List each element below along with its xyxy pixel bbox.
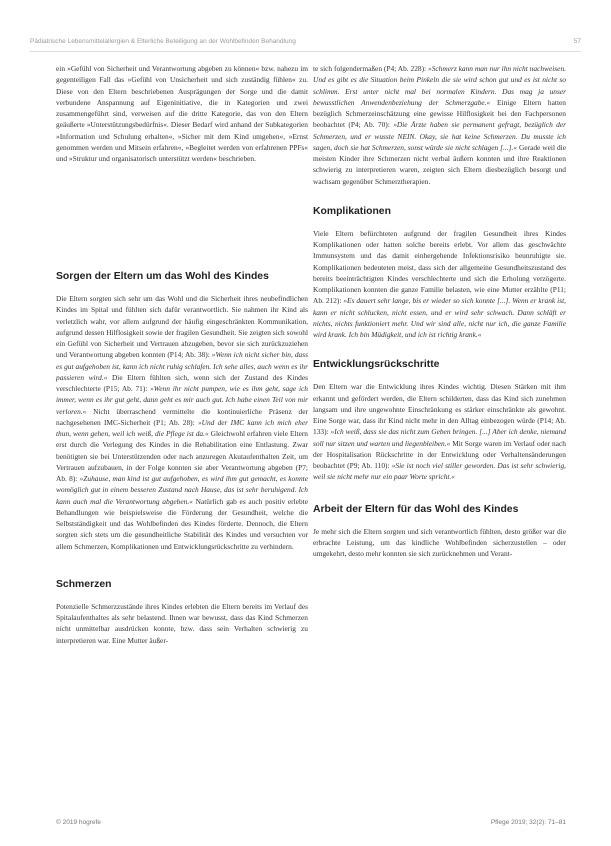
running-head: [30, 38, 581, 50]
paragraph-text: te sich folgendermaßen (P4; Ab. 228):: [313, 64, 427, 73]
paragraph-text: Mit Sorge waren im Verlauf oder nach der Hospitalisation Rückschritte in der Entwicklung oder Verhaltensänderungen beobachtet (P9; Ab. 110):: [313, 438, 567, 470]
journal-citation: Pflege 2019; 32(2): 71–81: [490, 819, 566, 826]
header-divider: [30, 51, 581, 52]
interview-quote: »Sie ist noch viel stiller geworden. Das ist sehr schwierig, weil sie nicht mehr nur ein paar Worte spricht.«: [313, 461, 566, 482]
section-heading-schmerzen: Schmerzen: [56, 578, 112, 590]
section-heading-entwicklung: Entwicklungsrückschritte: [313, 359, 440, 371]
body-paragraph: [313, 381, 566, 482]
page-number: 57: [573, 38, 581, 45]
paragraph-text: Viele Eltern befürchteten aufgrund der fragilen Gesundheit ihres Kindes Komplikationen oder hatten solche bereits erlebt. Vor allem das geschwächte Immunsystem und das damit einhergehende Infektionsrisiko beunruhigte sie. Komplikationen bedeuteten meist, dass sich der allgemeine Gesundheitszustand des bereits beeinträchtigten Kindes verschlechterte und sich die Erholung verzögerte. Komplikationen konnten die ganze Familie belasten, wie eine Mutter erzählte (P11; Ab. 212):: [313, 228, 566, 306]
paragraph-text: Gleichwohl erfahren viele Eltern erst durch die Verlegung des Kindes in die Rehabilitation eine Entlastung. Zwar benötigten sie bei Unterstützenden oder nach anzuregen Akutaufenthalten Zeit, um Vertrauen aufzubauen, in der Folge konnten sie aber Verantwortung abgeben (P7; Ab. 8):: [56, 429, 309, 483]
paragraph-text: Nicht überraschend vermittelte die kontinuierliche Präsenz der nachgesehenen IMC-Sicherheit (P1; Ab. 28):: [56, 406, 308, 427]
body-paragraph: [56, 293, 308, 552]
body-paragraph: [313, 228, 566, 341]
page-footer: [56, 819, 566, 831]
paragraph-text: Die Eltern sorgten sich sehr um das Wohl und die Sicherheit ihres neubefindlichen Kindes im Spital und fühlten sich dafür verantwortlich. Sie nahmen ihr Kind als verletzlich wahr, vor allem aufgrund der häufig eingeschränkten Kommunikation, aufgrund dessen Hilflosigkeit sowie der fragilen Gesundheit. Sie zeigten sich sowohl ein Gefühl von Sicherheit und Vertrauen abzugeben, bevor sie sich zurückzuziehen und Verantwortung abgeben konnten (P14; Ab. 38):: [56, 294, 308, 360]
interview-quote: »Es dauert sehr lange, bis er wieder so sich konnte [...]. Wenn er krank ist, kann er nicht schlucken, nicht essen, und er wird sehr schwach. Dann schläft er nichts, nichts funktioniert mehr. Und wir sind alle, nicht nur ich, die ganze Familie wird krank. Ich bin Müdigkeit, und ich ist richtig krank.«: [313, 296, 566, 339]
paragraph-text: Die Eltern fühlten sich, wenn sich der Zustand des Kindes verschlechterte (P15; Ab. 71):: [56, 372, 308, 393]
section-heading-komplikationen: Komplikationen: [313, 205, 391, 217]
paragraph-text: Den Eltern war die Entwicklung ihres Kindes wichtig. Diesen Stärken mit ihm erkannt und gefördert werden, die Eltern schilderten, dass das Kind sich zunehmen langsam und ihre ungewohnte Einschränkung es stärker einschränkte als gewohnt. Eine Sorge war, dass ihr Kind nicht mehr in den Alltag einbezogen würde (P14; Ab. 133):: [313, 382, 566, 437]
body-paragraph: Je mehr sich die Eltern sorgten und sich verantwortlich fühlten, desto größer war die erbrachte Leistung, um das kindliche Wohlbefinden sicherzustellen – oder umgekehrt, desto mehr konnten sie sich zurücknehmen und Verant-: [313, 526, 566, 558]
right-column: [313, 63, 566, 559]
interview-quote: »Und der IMC kann ich mich eher thun, wenn gehen, weil ich weiß, die Pflege ist da.«: [56, 417, 308, 438]
interview-quote: »Die Ärzte haben sie permanent gefragt, bezüglich der Schmerzen, und er wusste NEIN. Okay, sie hat keine Schmerzen. Du musste ich sagen, doch sie hat Schmerzen, sonst würde sie nicht schlagen [...].«: [313, 120, 567, 152]
running-title: Pädiatrische Lebensmittelallergien & Elterliche Beteiligung an der Wohlbefinden Behandlung: [30, 38, 296, 45]
intro-paragraph: ein »Gefühl von Sicherheit und Verantwortung abgeben zu können« bzw. nahezu im gegenteiligen Fall das »Gefühl von Unsicherheit und sich zuständig fühlen« zu. Diese von den Eltern beschriebenen Ausprägungen der Sorge und die damit verbundene Anspannung auf Eigeninitiative, die in Kategorien und zwei zusammengeführt sind, verweisen auf die dritte Kategorie, das von den Eltern geäußerte »Unterstützungsbedürfnis«. Dieser Bedarf wird anhand der Subkategorien »Information und Schulung erhalten«, »Sicher mit dem Kind umgehen«, »Ernst genommen werden und Mitsein erfahren«, »Begleitet werden von erfahrenen PPFs« und »Struktur und organisatorisch unterstützt werden« beschrieben.: [56, 64, 308, 163]
interview-quote: »Schmerz kann man nur ihn nicht nachweisen. Und es gibt es die Situation beim Pinkeln die sie wird schon gut und es ist nicht so schlimm. Erst unter nicht mal bei normalen Kindern. Das mag ja unser bewusstlichen Anwendenbeziehung der Schmerzgabe.«: [313, 64, 566, 107]
interview-quote: »Wenn ich nicht sicher bin, dass es gut aufgehoben ist, kann ich nicht ruhig schlafen. Ich sehe alles, auch wenn es ihr passieren wird.«: [56, 350, 308, 382]
left-column: [56, 63, 308, 646]
section-heading-sorgen: Sorgen der Eltern um das Wohl des Kindes: [56, 271, 269, 282]
copyright-notice: © 2019 hogrefe: [56, 819, 101, 826]
interview-quote: »Zuhause, man kind ist gut aufgehoben, es wird ihm gut gemacht, es konnte womöglich gut in einem besseren Zustand nach Hause, das ist sehr beruhigend. Ich kann auch mal die Verantwortung abgeben.«: [56, 474, 308, 506]
section-heading-arbeit: Arbeit der Eltern für das Wohl des Kindes: [313, 503, 519, 515]
body-paragraph: [313, 63, 566, 187]
interview-quote: »Wenn ihr nicht pumpen, wie es ihm geht, sage ich immer, wenn es ihr gut geht, dann geht es mir auch gut. Ich habe einen Teil von mir verloren.«: [56, 384, 308, 416]
paragraph-text: Natürlich gab es auch positiv erlebte Behandlungen wie beispielsweise die Förderung der Gesundheit, welche die Selbstständigkeit und das Wohlbefinden des Kindes förderte. Dennoch, die Eltern sorgten sich stets um die gesundheitliche Stabilität des Kindes und versuchten vor allem Schmerzen, Komplikationen und Entwicklungsrückschritte zu verhindern.: [56, 496, 308, 551]
paragraph-text: Einige Eltern hatten bezüglich Schmerzeinschätzung eine gewisse Hilflosigkeit bei den Fachpersonen beobachtet (P4; Ab. 70):: [313, 97, 566, 130]
interview-quote: »Ich weiß, dass sie das nicht zum Geben bringen. [...] Aber ich denke, niemand soll nur sitzen und warten und liegenbleiben.«: [313, 427, 566, 448]
paragraph-text: Gerade weil die meisten Kinder ihre Schmerzen nicht verbal äußern konnten und ihre Reaktionen schwierig zu interpretieren waren, zeigten sich Eltern diesbezüglich besorgt und wachsam gegenüber Schmerztherapien.: [313, 142, 566, 186]
body-paragraph: Potenzielle Schmerzzustände ihres Kindes erlebten die Eltern bereits im Verlauf des Spitalaufenthaltes als sehr belastend. Ihnen war bewusst, dass das Kind Schmerzen nicht unmittelbar ausdrücken konnte, bzw. dass sein Verhalten schwierig zu interpretieren war. Eine Mutter äußer-: [56, 601, 308, 645]
